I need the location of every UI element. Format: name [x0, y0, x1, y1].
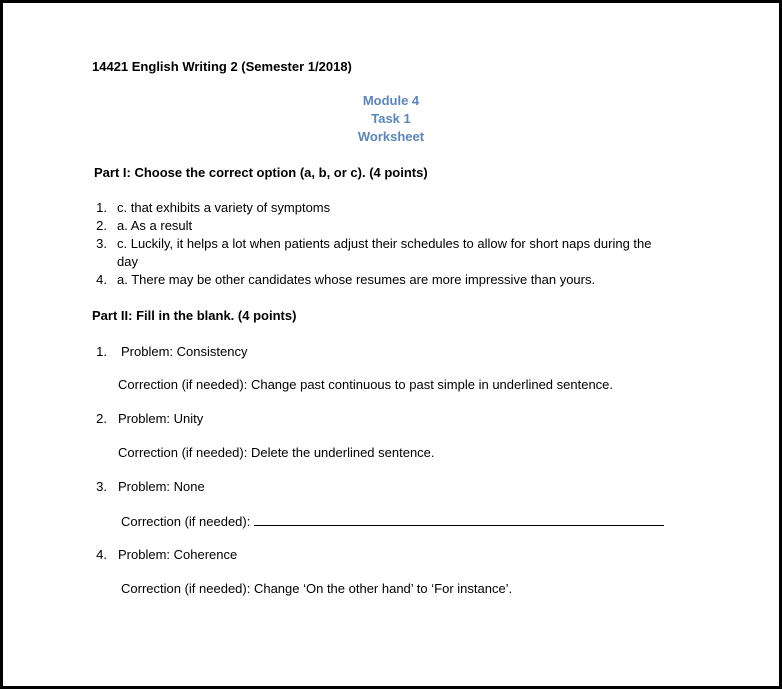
- part1-title: Part I: Choose the correct option (a, b, or c). (4 points): [94, 165, 428, 180]
- list-number: 4.: [96, 272, 107, 287]
- problem-text: Problem: None: [118, 479, 205, 494]
- module-heading: Module 4: [362, 93, 420, 108]
- list-text: c. that exhibits a variety of symptoms: [117, 200, 331, 215]
- worksheet-heading: Worksheet: [357, 129, 425, 144]
- course-title: 14421 English Writing 2 (Semester 1/2018): [92, 59, 352, 74]
- correction-text: Correction (if needed): Change past continuous to past simple in underlined sentence.: [118, 377, 614, 392]
- problem-text: Problem: Coherence: [118, 547, 238, 562]
- blank-line: [254, 512, 664, 526]
- problem-text: Problem: Consistency: [121, 344, 248, 359]
- list-number: 2.: [96, 218, 107, 233]
- list-number: 1.: [96, 200, 107, 215]
- list-number: 4.: [96, 547, 107, 562]
- list-number: 2.: [96, 411, 107, 426]
- correction-text: Correction (if needed): Delete the underlined sentence.: [118, 445, 435, 460]
- correction-text: Correction (if needed): Change ‘On the other hand’ to ‘For instance’.: [121, 581, 513, 596]
- list-text: a. As a result: [117, 218, 193, 233]
- list-number: 3.: [96, 479, 107, 494]
- list-text-continuation: day: [117, 254, 138, 269]
- list-number: 3.: [96, 236, 107, 251]
- list-number: 1.: [96, 344, 107, 359]
- part2-title: Part II: Fill in the blank. (4 points): [92, 308, 297, 323]
- list-text: a. There may be other candidates whose resumes are more impressive than yours.: [117, 272, 596, 287]
- list-text: c. Luckily, it helps a lot when patients adjust their schedules to allow for short naps during the: [117, 236, 652, 251]
- correction-text: Correction (if needed):: [121, 514, 251, 529]
- task-heading: Task 1: [371, 111, 411, 126]
- correction-line: [121, 512, 664, 531]
- problem-text: Problem: Unity: [118, 411, 204, 426]
